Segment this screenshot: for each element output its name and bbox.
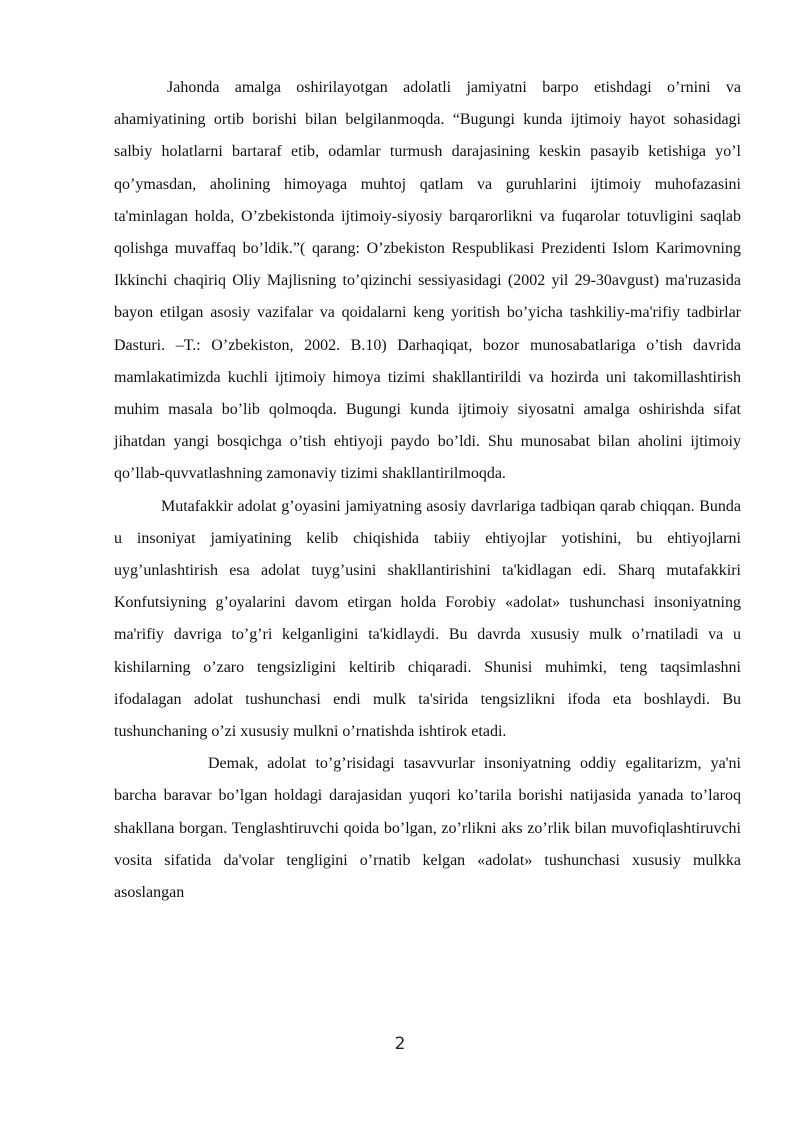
paragraph-3: Demak, adolat to’g’risidagi tasavvurlar insoniyatning oddiy egalitarizm, ya'ni barcha baravar bo’lgan holdagi darajasidan yuqori ko’tarila borishi natijasida yanada to’laroq shakllana borgan. Tenglashtiruvchi qoida bo’lgan, zo’rlikni aks zo’rlik bilan muvofiqlashtiruvchi vosita sifatida da'volar tengligini o’rnatib kelgan «adolat» tushunchasi xususiy mulkka asoslangan xyxy=(114,755,741,902)
paragraph-2: Mutafakkir adolat g’oyasini jamiyatning asosiy davrlariga tadbiqan qarab chiqqan. Bunda u insoniyat jamiyatining kelib chiqishida tabiiy ehtiyojlar yotishini, bu ehtiyojlarni uyg’unlashtirish esa adolat tuyg’usini shakllantirishini ta'kidlagan edi. Sharq mutafakkiri Konfutsiyning g’oyalarini davom etirgan holda Forobiy «adolat» tushunchasi insoniyatning ma'rifiy davriga to’g’ri kelganligini ta'kidlaydi. Bu davrda xususiy mulk o’rnatiladi va u kishilarning o’zaro tengsizligini keltirib chiqaradi. Shunisi muhimki, teng taqsimlashni ifodalagan adolat tushunchasi endi mulk ta'sirida tengsizlikni ifoda eta boshlaydi. Bu tushunchaning o’zi xususiy mulkni o’rnatishda ishtirok etadi. xyxy=(114,497,741,741)
page-number: 2 xyxy=(394,1034,406,1054)
paragraph-1: Jahonda amalga oshirilayotgan adolatli jamiyatni barpo etishdagi o’rnini va ahamiyatining ortib borishi bilan belgilanmoqda. “Bugungi kunda ijtimoiy hayot sohasidagi salbiy holatlarni bartaraf etib, odamlar turmush darajasining keskin pasayib ketishiga yo’l qo’ymasdan, aholining himoyaga muhtoj qatlam va guruhlarini ijtimoiy muhofazasini ta'minlagan holda, O’zbekistonda ijtimoiy-siyosiy barqarorlikni va fuqarolar totuvligini saqlab qolishga muvaffaq bo’ldik.”( qarang: O’zbekiston Respublikasi Prezidenti Islom Karimovning Ikkinchi chaqiriq Oliy Majlisning to’qizinchi sessiyasidagi (2002 yil 29-30avgust) ma'ruzasida bayon etilgan asosiy vazifalar va qoidalarni keng yoritish bo’yicha tashkiliy-ma'rifiy tadbirlar Dasturi. –T.: O’zbekiston, 2002. B.10) Darhaqiqat, bozor munosabatlariga o’tish davrida mamlakatimizda kuchli ijtimoiy himoya tizimi shakllantirildi va hozirda uni takomillashtirish muhim masala bo’lib qolmoqda. Bugungi kunda ijtimoiy siyosatni amalga oshirishda sifat jihatdan yangi bosqichga o’tish ehtiyoji paydo bo’ldi. Shu munosabat bilan aholini ijtimoiy qo’llab-quvvatlashning zamonaviy tizimi shakllantirilmoqda. xyxy=(114,79,741,483)
document-body xyxy=(114,72,741,909)
